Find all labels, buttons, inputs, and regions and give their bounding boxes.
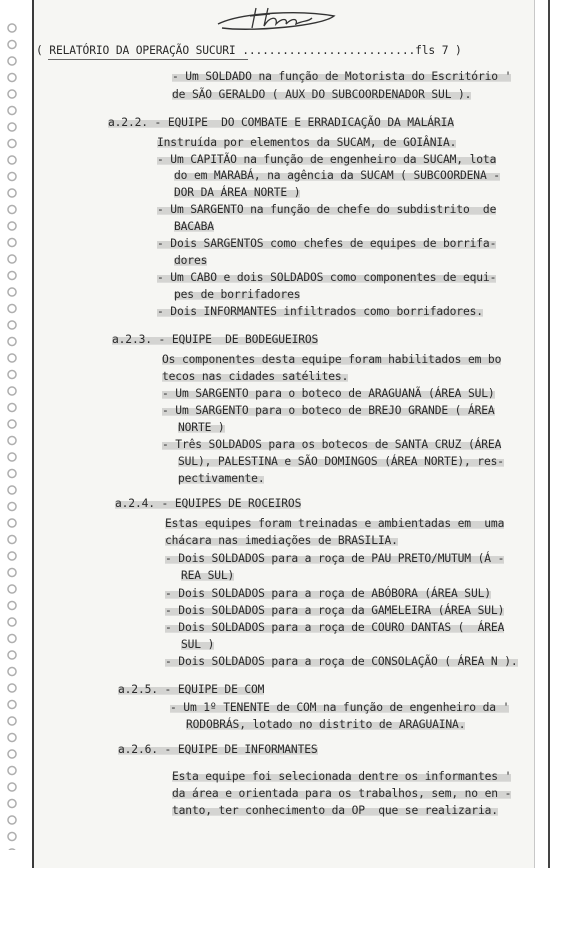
text-line: a.2.5. - EQUIPE DE COM xyxy=(118,683,265,696)
text-line: - Um SARGENTO na função de chefe do subdistrito de xyxy=(157,203,497,216)
text-line: da área e orientada para os trabalhos, sem, no en - xyxy=(172,787,512,800)
text-line: dores xyxy=(174,254,208,267)
handwritten-signature xyxy=(212,2,342,36)
text-line: - Um SARGENTO para o boteco de BREJO GRANDE ( ÁREA xyxy=(162,404,495,417)
text-line: - Dois SOLDADOS para a roça da GAMELEIRA (ÁREA SUL) xyxy=(165,604,505,617)
text-line: - Um CABO e dois SOLDADOS como componentes de equi- xyxy=(157,271,497,284)
text-line: pes de borrifadores xyxy=(174,288,301,301)
text-line: - Um SOLDADO na função de Motorista do Escritório ' xyxy=(172,70,512,83)
text-line: - Três SOLDADOS para os botecos de SANTA CRUZ (ÁREA xyxy=(162,438,502,451)
text-line: - Um CAPITÃO na função de engenheiro da SUCAM, lota xyxy=(157,153,497,166)
text-line: - Dois SOLDADOS para a roça de COURO DANTAS ( ÁREA xyxy=(165,621,505,634)
text-line: a.2.6. - EQUIPE DE INFORMANTES xyxy=(118,743,318,756)
text-line: - Dois SOLDADOS para a roça de PAU PRETO/MUTUM (Á - xyxy=(165,552,505,565)
text-line: pectivamente. xyxy=(178,472,265,485)
text-line: a.2.3. - EQUIPE DE BODEGUEIROS xyxy=(112,333,319,346)
text-line: SUL ) xyxy=(181,638,215,651)
text-line: Os componentes desta equipe foram habilitados em bo xyxy=(162,353,502,366)
text-line: tanto, ter conhecimento da OP que se realizaria. xyxy=(172,804,498,817)
text-line: - Um 1º TENENTE de COM na função de engenheiro da ' xyxy=(170,701,510,714)
page-right-edge xyxy=(548,0,550,868)
header-underline xyxy=(48,59,248,60)
text-line: a.2.2. - EQUIPE DO COMBATE E ERRADICAÇÃO DA MALÁRIA xyxy=(108,116,454,129)
document-page xyxy=(34,0,535,868)
text-line: - Dois SOLDADOS para a roça de ABÓBORA (ÁREA SUL) xyxy=(165,587,491,600)
text-line: NORTE ) xyxy=(178,421,225,434)
text-line: BACABA xyxy=(174,220,214,233)
text-line: - Um SARGENTO para o boteco de ARAGUANÃ (ÁREA SUL) xyxy=(162,387,495,400)
text-line: SUL), PALESTINA e SÃO DOMINGOS (ÁREA NORTE), res- xyxy=(178,455,504,468)
text-line: Instruída por elementos da SUCAM, de GOIÂNIA. xyxy=(157,136,457,149)
spiral-binding xyxy=(2,20,22,850)
text-line: RODOBRÁS, lotado no distrito de ARAGUAINA. xyxy=(186,718,466,731)
text-line: REA SUL) xyxy=(181,569,235,582)
text-line: - Dois SARGENTOS como chefes de equipes de borrifa- xyxy=(157,237,497,250)
text-line: Estas equipes foram treinadas e ambientadas em uma xyxy=(165,517,505,530)
text-line: Esta equipe foi selecionada dentre os informantes ' xyxy=(172,770,512,783)
text-line: chácara nas imediações de BRASILIA. xyxy=(165,534,398,547)
text-line: DOR DA ÁREA NORTE ) xyxy=(174,186,301,199)
page-left-edge xyxy=(32,0,34,868)
text-line: do em MARABÁ, na agência da SUCAM ( SUBCOORDENA - xyxy=(174,169,500,182)
text-line: a.2.4. - EQUIPES DE ROCEIROS xyxy=(115,497,302,510)
text-line: - Dois SOLDADOS para a roça de CONSOLAÇÃO ( ÁREA N ). xyxy=(165,655,518,668)
text-line: de SÃO GERALDO ( AUX DO SUBCOORDENADOR SUL ). xyxy=(172,88,472,101)
text-line: - Dois INFORMANTES infiltrados como borrifadores. xyxy=(157,305,483,318)
report-header: ( RELATÓRIO DA OPERAÇÃO SUCURI ..........................fls 7 ) xyxy=(36,44,462,57)
text-line: tecos nas cidades satélites. xyxy=(162,370,349,383)
